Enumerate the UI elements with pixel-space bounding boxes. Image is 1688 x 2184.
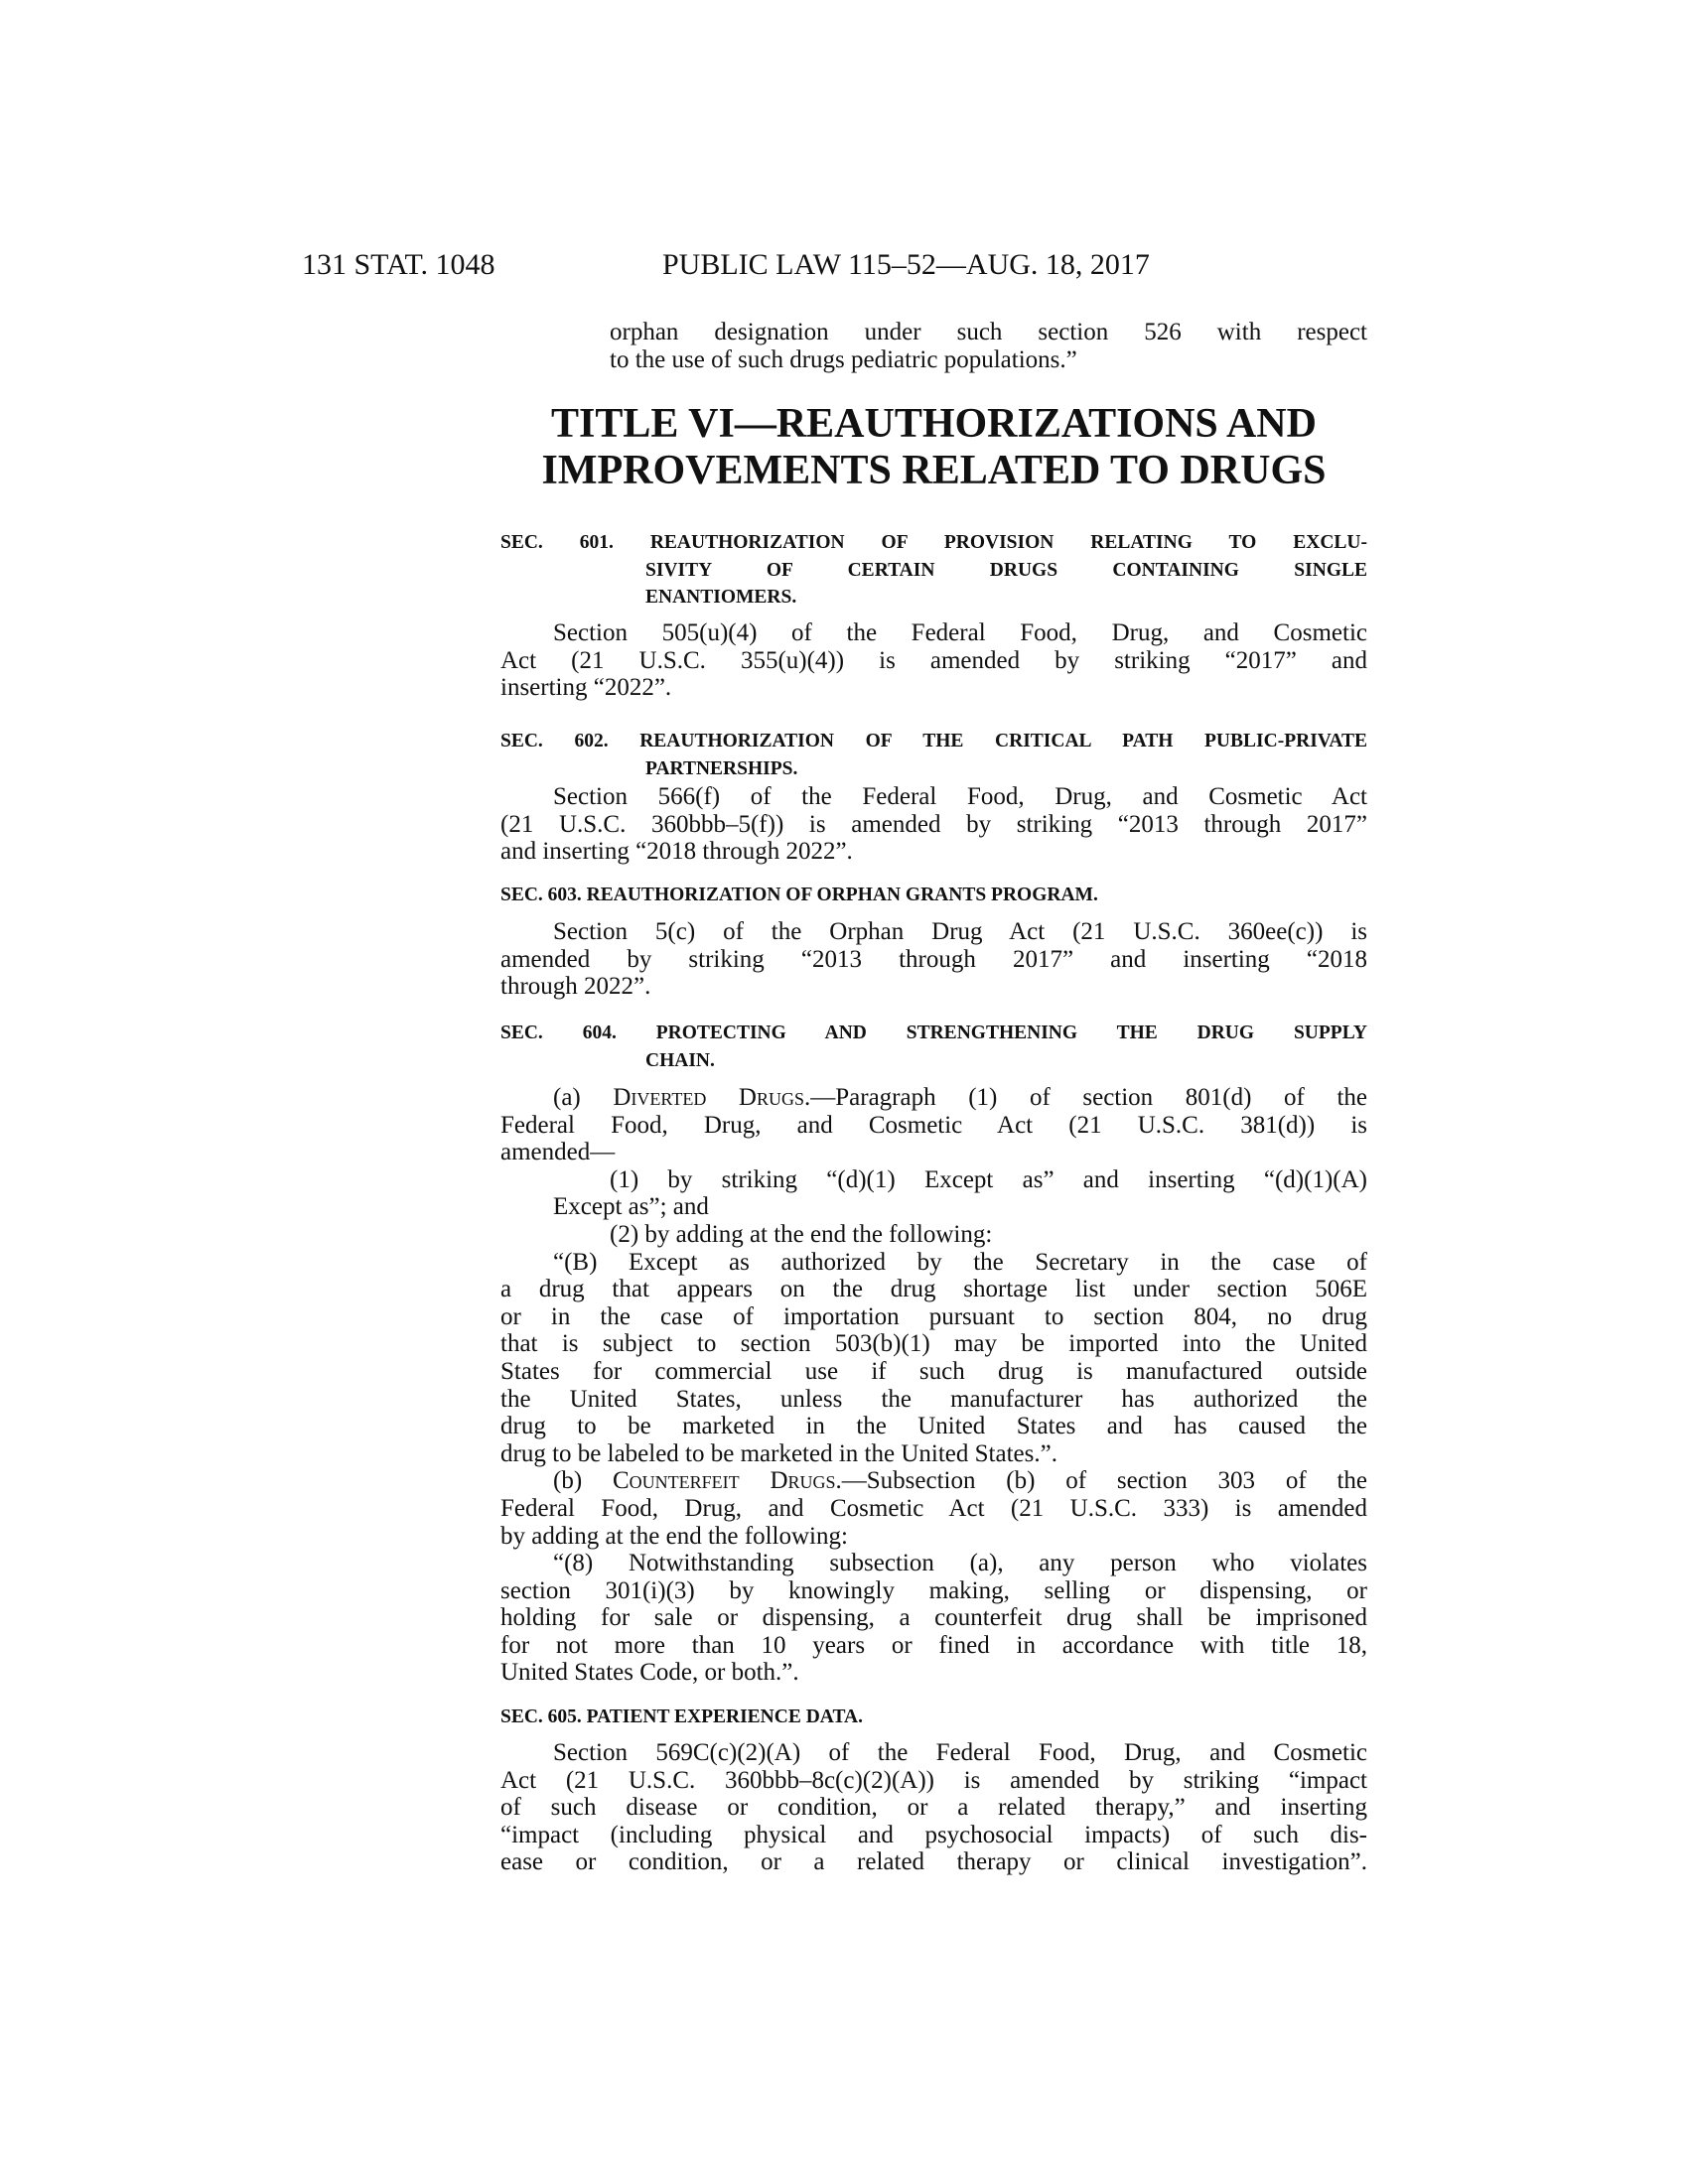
carryover-paragraph: [500, 319, 1367, 373]
text-line: United States Code, or both.”.: [500, 1659, 799, 1687]
text-line: for not more than 10 years or fined in accordance with title 18,: [500, 1631, 1367, 1659]
section-heading: [500, 1020, 1367, 1074]
text-line: through 2022”.: [500, 973, 651, 1001]
text-run: .—Paragraph (1) of section 801(d) of the: [804, 1084, 1368, 1111]
title-line: IMPROVEMENTS RELATED TO DRUGS: [541, 448, 1327, 493]
section-body: [500, 918, 1367, 1001]
text-run: (a): [553, 1084, 614, 1111]
heading-line: ENANTIOMERS.: [645, 587, 797, 609]
section-body: [500, 1084, 1367, 1687]
text-line: (2) by adding at the end the following:: [610, 1220, 993, 1248]
title-heading: [500, 401, 1367, 494]
running-header: PUBLIC LAW 115–52—AUG. 18, 2017: [662, 248, 1150, 281]
text-line: drug to be marketed in the United States and has caused the: [500, 1413, 1367, 1440]
heading-line: SEC. 603. REAUTHORIZATION OF ORPHAN GRANTS PROGRAM.: [500, 885, 1098, 905]
text-line: Section 505(u)(4) of the Federal Food, Drug, and Cosmetic: [553, 619, 1367, 646]
heading-line: CHAIN.: [645, 1049, 715, 1071]
text-line: “(8) Notwithstanding subsection (a), any person who violates: [553, 1550, 1367, 1577]
text-line: the United States, unless the manufacturer has authorized the: [500, 1385, 1367, 1413]
text-line: (1) by striking “(d)(1) Except as” and inserting “(d)(1)(A): [610, 1165, 1367, 1193]
text-line: of such disease or condition, or a related therapy,” and inserting: [500, 1794, 1367, 1822]
text-line: a drug that appears on the drug shortage list under section 506E: [500, 1276, 1367, 1303]
text-line: Section 566(f) of the Federal Food, Drug, and Cosmetic Act: [553, 783, 1367, 810]
text-line: amended—: [500, 1139, 616, 1166]
text-line: [553, 1084, 1367, 1112]
text-line: Act (21 U.S.C. 355(u)(4)) is amended by striking “2017” and: [500, 646, 1367, 674]
text-line: section 301(i)(3) by knowingly making, selling or dispensing, or: [500, 1576, 1367, 1604]
section-body: [500, 783, 1367, 866]
text-line: by adding at the end the following:: [500, 1522, 848, 1550]
heading-line: SEC. 601. REAUTHORIZATION OF PROVISION RELATING TO EXCLU-: [500, 532, 1367, 553]
text-run: .—Subsection (b) of section 303 of the: [835, 1467, 1368, 1495]
text-run: (b): [553, 1467, 613, 1495]
text-line: drug to be labeled to be marketed in the United States.”.: [500, 1439, 1057, 1467]
section-body: [500, 619, 1367, 702]
heading-line: PARTNERSHIPS.: [645, 757, 798, 779]
text-line: to the use of such drugs pediatric populations.”: [610, 345, 1077, 373]
text-line: Section 569C(c)(2)(A) of the Federal Food, Drug, and Cosmetic: [553, 1739, 1367, 1766]
section-heading: [500, 529, 1367, 612]
text-line: or in the case of importation pursuant to section 804, no drug: [500, 1302, 1367, 1330]
section-heading: [500, 728, 1367, 782]
text-line: Act (21 U.S.C. 360bbb–8c(c)(2)(A)) is amended by striking “impact: [500, 1766, 1367, 1794]
text-line: Section 5(c) of the Orphan Drug Act (21 U.S.C. 360ee(c)) is: [553, 918, 1367, 945]
heading-line: SEC. 605. PATIENT EXPERIENCE DATA.: [500, 1706, 863, 1727]
page-stat-citation: 131 STAT. 1048: [302, 248, 495, 281]
text-line: inserting “2022”.: [500, 674, 672, 702]
text-line: States for commercial use if such drug is manufactured outside: [500, 1357, 1367, 1385]
heading-line: SEC. 604. PROTECTING AND STRENGTHENING THE DRUG SUPPLY: [500, 1023, 1367, 1043]
subsection-heading: Counterfeit Drugs: [612, 1467, 836, 1495]
heading-line: SIVITY OF CERTAIN DRUGS CONTAINING SINGLE: [645, 559, 1367, 581]
text-line: ease or condition, or a related therapy or clinical investigation”.: [500, 1848, 1367, 1876]
text-line: Federal Food, Drug, and Cosmetic Act (21 U.S.C. 381(d)) is: [500, 1111, 1367, 1139]
text-line: (21 U.S.C. 360bbb–5(f)) is amended by striking “2013 through 2017”: [500, 810, 1367, 838]
text-line: holding for sale or dispensing, a counterfeit drug shall be imprisoned: [500, 1604, 1367, 1632]
section-body: [500, 1739, 1367, 1876]
text-line: that is subject to section 503(b)(1) may be imported into the United: [500, 1330, 1367, 1358]
text-line: Except as”; and: [553, 1193, 709, 1221]
text-line: and inserting “2018 through 2022”.: [500, 838, 853, 866]
text-line: “impact (including physical and psychosocial impacts) of such dis-: [500, 1821, 1367, 1848]
text-line: [553, 1467, 1367, 1495]
text-line: Federal Food, Drug, and Cosmetic Act (21 U.S.C. 333) is amended: [500, 1494, 1367, 1522]
heading-line: SEC. 602. REAUTHORIZATION OF THE CRITICAL PATH PUBLIC-PRIVATE: [500, 731, 1367, 751]
subsection-heading: Diverted Drugs: [613, 1084, 804, 1111]
text-line: “(B) Except as authorized by the Secretary in the case of: [553, 1248, 1367, 1276]
section-heading: [500, 882, 1367, 909]
title-line: TITLE VI—REAUTHORIZATIONS AND: [551, 401, 1317, 447]
text-line: amended by striking “2013 through 2017” and inserting “2018: [500, 945, 1367, 973]
text-line: orphan designation under such section 526 with respect: [610, 319, 1367, 345]
section-heading: [500, 1704, 1367, 1731]
